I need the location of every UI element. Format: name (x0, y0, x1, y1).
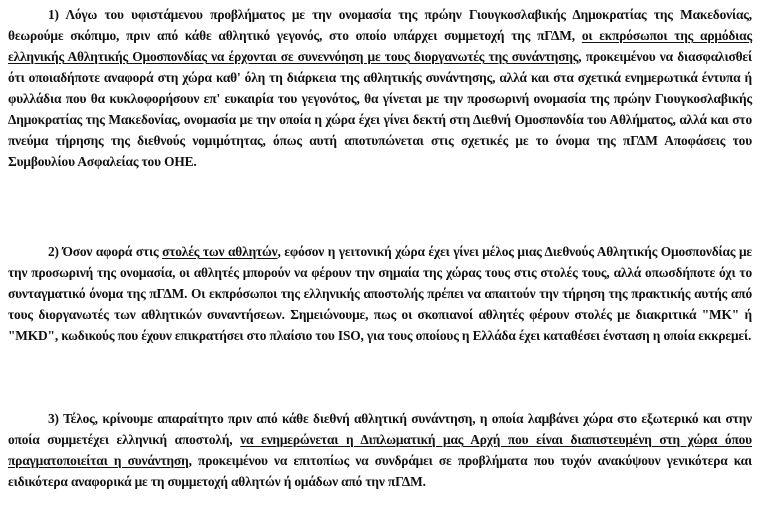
paragraph-3-underlined: να ενημερώνεται η Διπλωματική μας Αρχή που είναι διαπιστευμένη στη χώρα όπου πραγματοποιείται η συνάντηση (8, 432, 752, 468)
paragraph-3 (8, 408, 752, 492)
paragraph-2-underlined: στολές των αθλητών (162, 244, 278, 259)
paragraph-2-text-b: , εφόσον η γειτονική χώρα έχει γίνει μέλος μιας Διεθνούς Αθλητικής Ομοσπονδίας με την προσωρινή της ονομασία, οι αθλητές μπορούν να φέρουν την σημαία της χώρας τους στις στολές τους, αλλά οπωσδήποτε όχι το συνταγματικό όνομα της πΓΔΜ. Οι εκπρόσωποι της ελληνικής αποστολής πρέπει να απαιτούν την τήρηση της πρακτικής αυτής από τους διοργανωτές των αθλητικών συναντήσεων. Σημειώνουμε, πως οι σκοπιανοί αθλητές φέρουν στολές με διακριτικά "ΜΚ" ή "MKD", κωδικούς που έχουν επικρατήσει στο πλαίσιο του ISO, για τους οποίους η Ελλάδα έχει καταθέσει ένσταση η οποία εκκρεμεί. (8, 244, 752, 343)
paragraph-3-text-b: , προκειμένου να επιτοπίως να συνδράμει σε προβλήματα που τυχόν ανακύψουν γενικότερα και ειδικότερα αναφορικά με τη συμμετοχή αθλητών ή ομάδων από την πΓΔΜ. (8, 453, 753, 489)
paragraph-1 (8, 4, 752, 172)
paragraph-1-text-a: Λόγω του υφιστάμενου προβλήματος με την ονομασία της πρώην Γιουγκοσλαβικής Δημοκρατίας της Μακεδονίας, θεωρούμε σκόπιμο, πριν από κάθε αθλητικό γεγονός, στο οποίο υπάρχει συμμετοχή της πΓΔΜ, (8, 7, 752, 43)
paragraph-2-text-a: Όσον αφορά στις (62, 244, 163, 259)
paragraph-3-number: 3) (48, 411, 59, 426)
paragraph-3-text-a: Τέλος, κρίνουμε απαραίτητο πριν από κάθε διεθνή αθλητική συνάντηση, η οποία λαμβάνει χώρα στο εξωτερικό και στην οποία συμμετέχει ελληνική αποστολή, (8, 411, 752, 447)
paragraph-2 (8, 241, 752, 346)
paragraph-2-number: 2) (48, 244, 59, 259)
paragraph-1-underlined: οι εκπρόσωποι της αρμόδιας ελληνικής Αθλητικής Ομοσπονδίας να έρχονται σε συνεννόηση με τους διοργανωτές της συνάντησης (8, 28, 752, 64)
paragraph-1-text-b: , προκειμένου να διασφαλισθεί ότι οποιαδήποτε αναφορά στη χώρα καθ' όλη τη διάρκεια της αθλητικής συνάντησης, αλλά και στα σχετικά ενημερωτικά έντυπα ή φυλλάδια που θα κυκλοφορήσουν επ' ευκαιρία του γεγονότος, θα γίνεται με την προσωρινή ονομασία της πρώην Γιουγκοσλαβικής Δημοκρατίας της Μακεδονίας, ονομασία με την οποία η χώρα έχει γίνει δεκτή στη Διεθνή Ομοσπονδία του Αθλήματος, αλλά και στο πνεύμα τήρησης της διεθνούς νομιμότητας, όπως αυτή αποτυπώνεται στις σχετικές με το όνομα της πΓΔΜ Αποφάσεις του Συμβουλίου Ασφαλείας του ΟΗΕ. (8, 49, 752, 169)
paragraph-1-number: 1) (48, 7, 59, 22)
